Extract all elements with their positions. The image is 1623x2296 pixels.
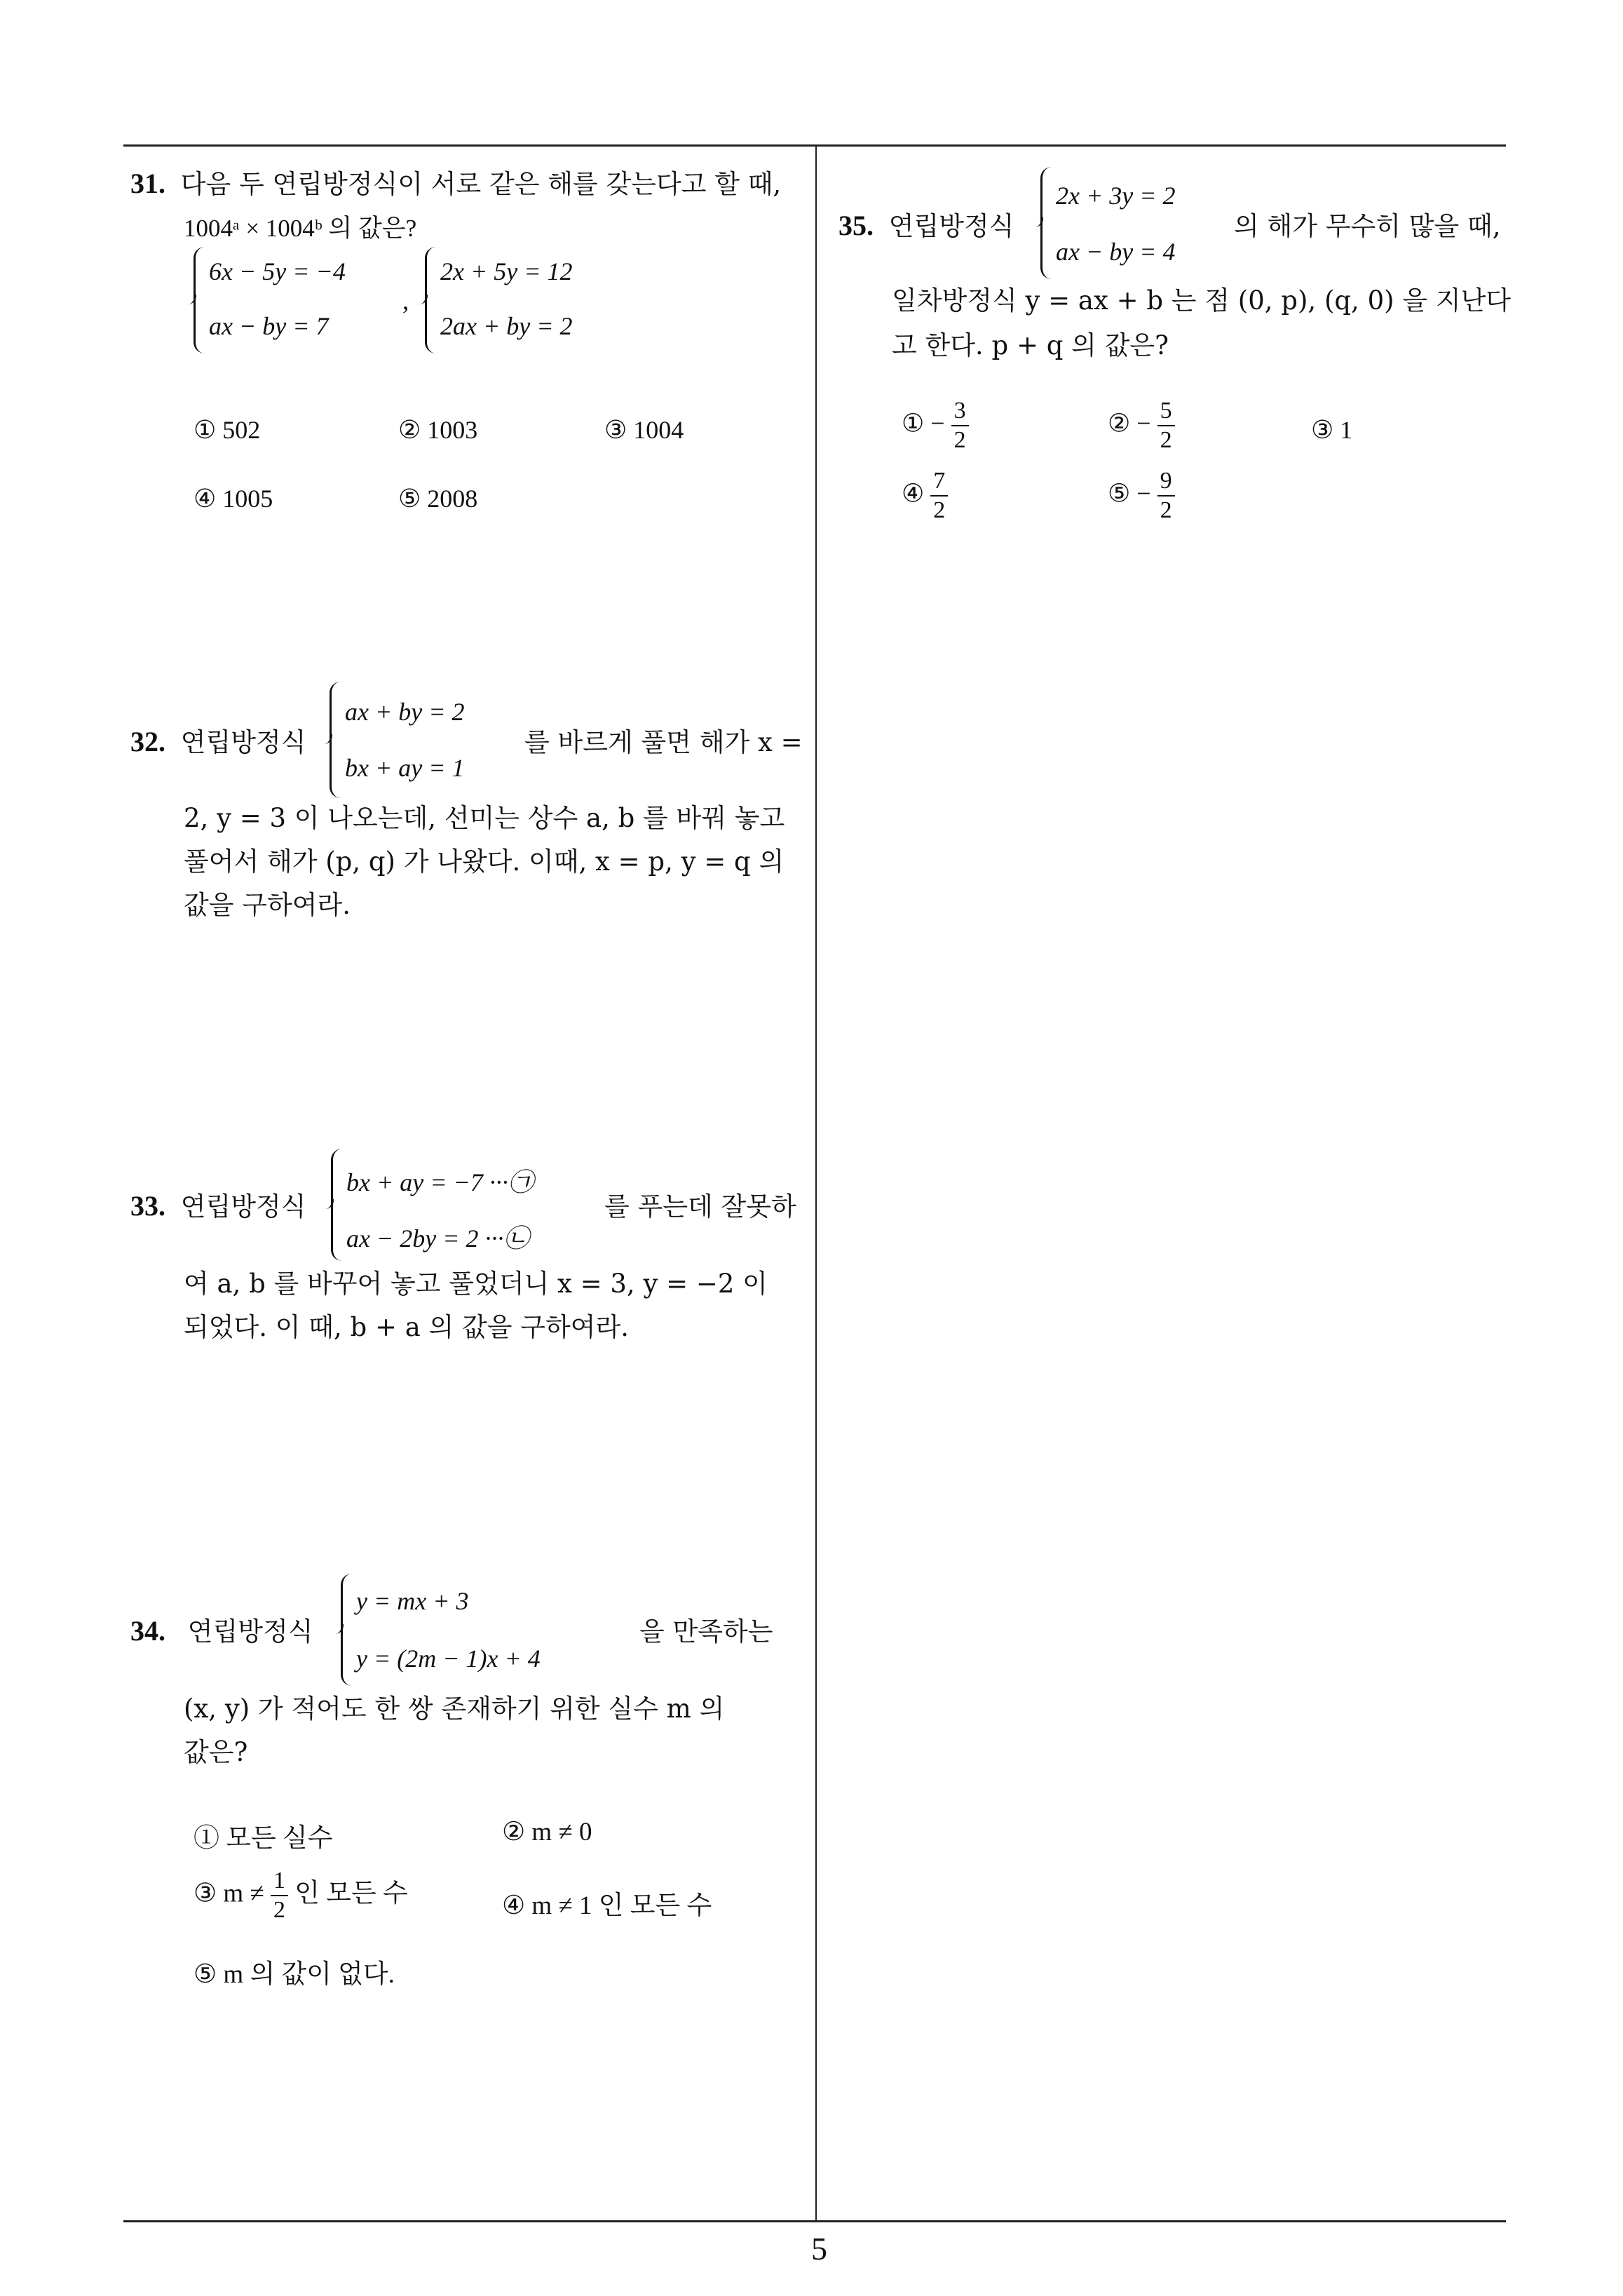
equation: ax + by = 2 (345, 698, 465, 726)
choice-label: ⑤ − (1108, 479, 1151, 508)
question-number: 35. (838, 210, 874, 241)
question-text: 의 해가 무수히 많을 때, (1234, 211, 1501, 241)
question-text: 되었다. 이 때, b + a 의 값을 구하여라. (184, 1312, 630, 1342)
equation: ax − by = 7 (209, 312, 329, 340)
comma: , (402, 287, 409, 316)
equation: 2ax + by = 2 (440, 312, 573, 340)
choice-4[interactable]: ④ 1005 (193, 485, 273, 513)
fraction (1157, 397, 1175, 454)
choice-1[interactable]: ① 모든 실수 (193, 1824, 333, 1853)
question-text: 연립방정식 (888, 211, 1014, 241)
question-number: 33. (130, 1190, 165, 1222)
choice-2[interactable] (1108, 397, 1175, 454)
choice-3[interactable]: ③ 1004 (604, 416, 684, 444)
question-text: 1004ᵃ × 1004ᵇ 의 값은? (184, 215, 417, 242)
top-rule (123, 144, 1506, 147)
question-text: 일차방정식 y = ax + b 는 점 (0, p), (q, 0) 을 지난다 (892, 285, 1512, 316)
fraction-numerator: 3 (951, 397, 969, 426)
fraction (1157, 467, 1175, 525)
fraction-denominator: 2 (1160, 427, 1172, 453)
equation: 2x + 5y = 12 (440, 257, 573, 285)
brace (1040, 167, 1054, 279)
brace (341, 1574, 354, 1686)
question-number: 34. (130, 1615, 165, 1647)
choice-label: ① − (902, 409, 945, 438)
fraction-numerator: 7 (930, 467, 948, 497)
choice-2[interactable]: ② 1003 (398, 416, 478, 444)
question-text: (x, y) 가 적어도 한 쌍 존재하기 위한 실수 m 의 (184, 1694, 725, 1724)
choice-5[interactable]: ⑤ 2008 (398, 485, 478, 513)
question-text: 값은? (184, 1737, 248, 1767)
page-number: 5 (811, 2231, 827, 2267)
choice-5[interactable]: ⑤ m 의 값이 없다. (193, 1960, 395, 1989)
fraction (951, 397, 969, 454)
equation: ax − by = 4 (1056, 238, 1176, 266)
question-text: 를 푸는데 잘못하 (604, 1191, 796, 1222)
fraction-denominator: 2 (953, 427, 966, 453)
choice-2[interactable]: ② m ≠ 0 (502, 1818, 592, 1846)
question-text: 연립방정식 (180, 727, 306, 757)
fraction-denominator: 2 (273, 1897, 286, 1923)
question-text: 값을 구하여라. (184, 890, 351, 920)
choice-4[interactable] (902, 467, 948, 525)
equation: 6x − 5y = −4 (209, 257, 346, 285)
brace (331, 1149, 344, 1261)
equation: bx + ay = −7 ···㉠ (346, 1168, 534, 1196)
question-number: 31. (130, 168, 165, 199)
equation: y = mx + 3 (356, 1587, 469, 1615)
equation: ax − 2by = 2 ···㉡ (346, 1224, 529, 1252)
question-text: 연립방정식 (180, 1191, 306, 1222)
equation-system (341, 1574, 607, 1686)
choice-4[interactable]: ④ m ≠ 1 인 모든 수 (502, 1891, 712, 1920)
choice-1[interactable]: ① 502 (193, 416, 261, 444)
fraction (930, 467, 948, 525)
equation-system (330, 682, 512, 798)
brace (425, 247, 438, 353)
choice-3[interactable] (193, 1867, 408, 1924)
fraction-numerator: 9 (1157, 467, 1175, 497)
fraction-denominator: 2 (1160, 497, 1172, 523)
question-text: 을 만족하는 (639, 1616, 773, 1647)
equation: 2x + 3y = 2 (1056, 182, 1176, 210)
equation-system (425, 247, 635, 353)
question-text: 를 바르게 풀면 해가 x = (524, 727, 803, 757)
choice-label: ② − (1108, 409, 1151, 438)
fraction (271, 1867, 288, 1924)
brace (193, 247, 207, 353)
equation: y = (2m − 1)x + 4 (356, 1645, 541, 1673)
choice-1[interactable] (902, 397, 969, 454)
question-text: 여 a, b 를 바꾸어 놓고 풀었더니 x = 3, y = −2 이 (184, 1269, 768, 1299)
bottom-rule (123, 2220, 1506, 2222)
equation-system (193, 247, 404, 353)
question-text: 다음 두 연립방정식이 서로 같은 해를 갖는다고 할 때, (180, 169, 782, 199)
question-number: 32. (130, 726, 165, 757)
question-text: 2, y = 3 이 나오는데, 선미는 상수 a, b 를 바꿔 놓고 (184, 803, 785, 833)
brace (330, 682, 343, 798)
column-divider (815, 144, 817, 2222)
choice-3[interactable]: ③ 1 (1311, 416, 1353, 444)
choice-label: ③ m ≠ (193, 1879, 264, 1908)
equation-system (331, 1149, 597, 1261)
question-text: 고 한다. p + q 의 값은? (892, 330, 1169, 360)
choice-text: 인 모든 수 (294, 1879, 408, 1908)
choice-label: ④ (902, 479, 925, 508)
fraction-numerator: 1 (271, 1867, 288, 1896)
choice-5[interactable] (1108, 467, 1175, 525)
question-text: 풀어서 해가 (p, q) 가 나왔다. 이때, x = p, y = q 의 (184, 846, 785, 877)
fraction-numerator: 5 (1157, 397, 1175, 426)
fraction-denominator: 2 (933, 497, 946, 523)
question-text: 연립방정식 (187, 1616, 313, 1647)
equation: bx + ay = 1 (345, 754, 465, 782)
equation-system (1040, 167, 1237, 279)
